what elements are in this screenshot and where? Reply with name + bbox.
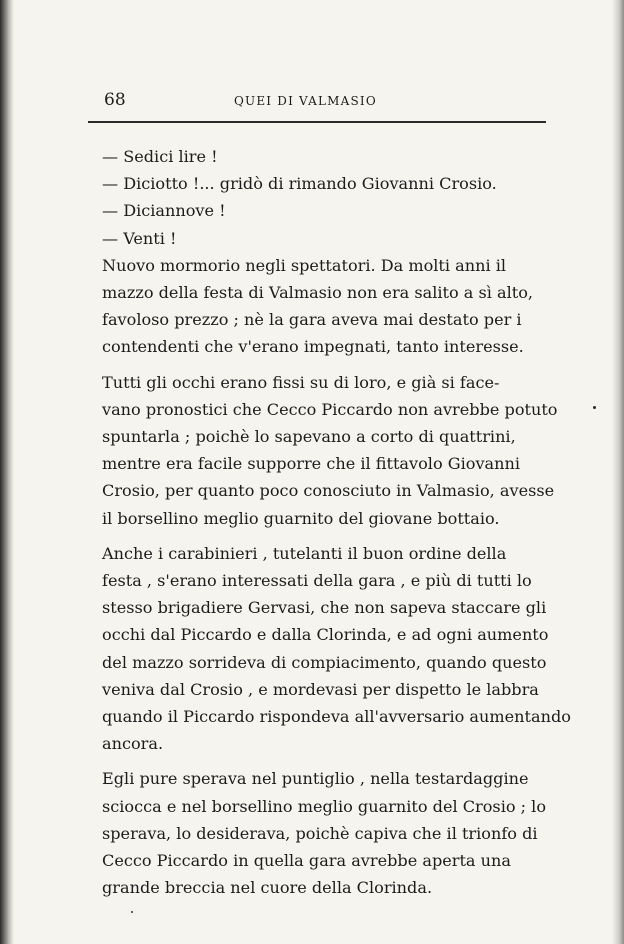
paragraph: [102, 540, 571, 758]
ink-speck: [131, 911, 133, 913]
page-number: 68: [104, 90, 126, 110]
text-line: stesso brigadiere Gervasi, che non sapeva staccare gli: [102, 598, 547, 618]
text-line: vano pronostici che Cecco Piccardo non avrebbe potuto: [102, 399, 558, 419]
text-line: Cecco Piccardo in quella gara avrebbe aperta una: [102, 851, 511, 871]
text-line: ancora.: [102, 734, 164, 754]
text-line: mazzo della festa di Valmasio non era salito a sì alto,: [102, 283, 534, 303]
text-line: Anche i carabinieri , tutelanti il buon ordine della: [102, 543, 507, 563]
page-edge-shadow: [612, 0, 624, 944]
text-line: Egli pure sperava nel puntiglio , nella testardaggine: [102, 769, 529, 789]
running-title: QUEI DI VALMASIO: [234, 94, 377, 108]
dialogue-line: — Venti !: [102, 228, 177, 248]
paragraph-gap: [102, 532, 546, 540]
text-line: Crosio, per quanto poco conosciuto in Valmasio, avesse: [102, 481, 555, 501]
text-line: il borsellino meglio guarnito del giovane bottaio.: [102, 508, 500, 528]
book-spine-shadow: [0, 0, 14, 944]
ink-speck: [593, 406, 596, 409]
page-header: [88, 84, 546, 124]
paragraph-gap: [102, 757, 546, 765]
text-line: veniva dal Crosio , e mordevasi per dispetto le labbra: [102, 679, 539, 699]
paragraph: [102, 765, 546, 901]
text-line: grande breccia nel cuore della Clorinda.: [102, 878, 433, 898]
body-text: [102, 143, 571, 901]
dialogue-line: — Diciannove !: [102, 201, 226, 221]
text-line: occhi dal Piccardo e dalla Clorinda, e ad ogni aumento: [102, 625, 549, 645]
paragraph: [102, 252, 546, 361]
text-line: favoloso prezzo ; nè la gara aveva mai destato per i: [102, 310, 522, 330]
text-line: Tutti gli occhi erano fissi su di loro, e già si face-: [102, 372, 500, 392]
text-line: mentre era facile supporre che il fittavolo Giovanni: [102, 454, 521, 474]
header-rule: [88, 121, 546, 123]
text-line: sperava, lo desiderava, poichè capiva che il trionfo di: [102, 823, 538, 843]
text-line: quando il Piccardo rispondeva all'avversario aumentando: [102, 707, 571, 727]
text-line: Nuovo mormorio negli spettatori. Da molti anni il: [102, 255, 507, 275]
text-line: sciocca e nel borsellino meglio guarnito del Crosio ; lo: [102, 796, 547, 816]
dialogue-line: — Diciotto !... gridò di rimando Giovanni Crosio.: [102, 174, 497, 194]
dialogue-line: — Sedici lire !: [102, 147, 218, 166]
text-line: contendenti che v'erano impegnati, tanto interesse.: [102, 337, 524, 357]
text-line: spuntarla ; poichè lo sapevano a corto di quattrini,: [102, 427, 516, 447]
text-line: del mazzo sorrideva di compiacimento, quando questo: [102, 652, 547, 672]
paragraph-gap: [102, 361, 546, 369]
text-line: festa , s'erano interessati della gara , e più di tutti lo: [102, 571, 532, 591]
paragraph: [102, 369, 558, 532]
